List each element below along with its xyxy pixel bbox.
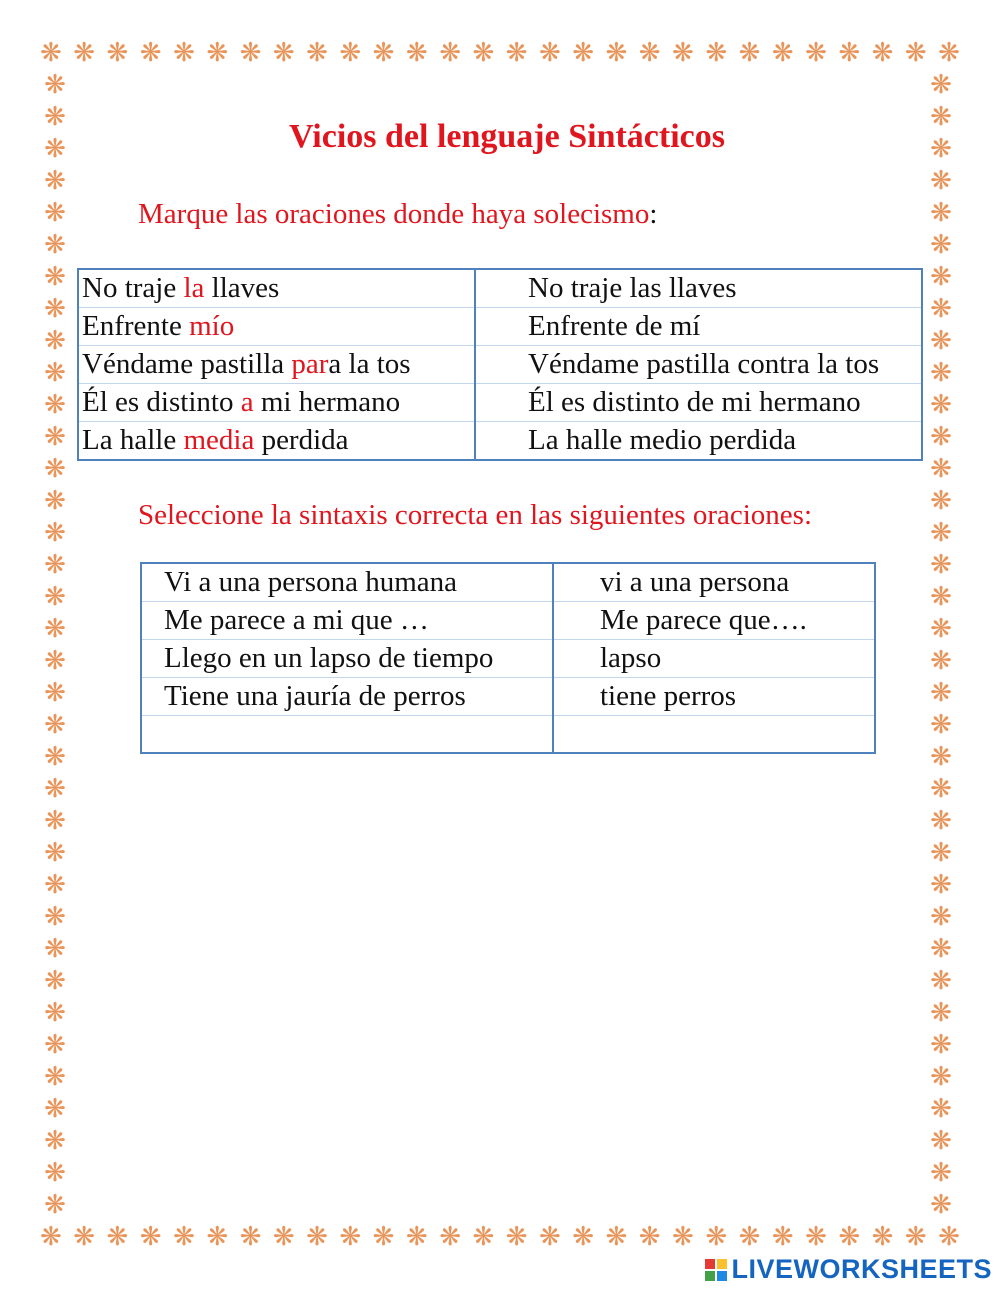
option-correct[interactable] <box>475 269 922 308</box>
flower-icon: ❋ <box>439 1222 461 1252</box>
instruction-1 <box>138 198 657 231</box>
flower-icon: ❋ <box>44 166 66 196</box>
flower-icon: ❋ <box>638 1222 661 1252</box>
flower-icon: ❋ <box>44 486 66 516</box>
flower-icon: ❋ <box>439 38 461 68</box>
flower-icon: ❋ <box>272 1222 295 1252</box>
flower-icon: ❋ <box>44 678 66 708</box>
option-text: Me parece a mi que … <box>164 604 429 636</box>
solecism-highlight: la <box>183 272 205 304</box>
option-incorrect[interactable] <box>78 422 475 461</box>
border-left <box>40 70 70 1220</box>
flower-icon: ❋ <box>930 966 952 996</box>
instruction-2: Seleccione la sintaxis correcta en las siguientes oraciones: <box>138 499 812 531</box>
flower-icon: ❋ <box>44 646 66 676</box>
flower-icon: ❋ <box>44 1190 66 1220</box>
border-bottom <box>40 1222 960 1252</box>
flower-icon: ❋ <box>930 454 952 484</box>
option-left[interactable] <box>141 678 553 716</box>
flower-icon: ❋ <box>44 550 66 580</box>
flower-icon: ❋ <box>930 1094 952 1124</box>
flower-icon: ❋ <box>705 38 728 68</box>
option-correct[interactable] <box>475 422 922 461</box>
flower-icon: ❋ <box>930 550 952 580</box>
flower-icon: ❋ <box>771 38 794 68</box>
flower-icon: ❋ <box>930 710 952 740</box>
flower-icon: ❋ <box>904 1222 927 1252</box>
instruction-1-text: Marque las oraciones donde haya solecismo <box>138 198 650 230</box>
flower-icon: ❋ <box>405 38 428 68</box>
option-correct[interactable] <box>475 346 922 384</box>
flower-icon: ❋ <box>930 646 952 676</box>
flower-icon: ❋ <box>805 1222 827 1252</box>
flower-icon: ❋ <box>44 742 66 772</box>
flower-icon: ❋ <box>44 1158 66 1188</box>
flower-icon: ❋ <box>930 614 952 644</box>
flower-icon: ❋ <box>838 38 861 68</box>
flower-icon: ❋ <box>930 358 952 388</box>
flower-icon: ❋ <box>44 102 66 132</box>
flower-icon: ❋ <box>106 1222 129 1252</box>
option-text: La halle medio perdida <box>528 424 797 456</box>
option-text: Llego en un lapso de tiempo <box>164 642 494 674</box>
flower-icon: ❋ <box>930 326 952 356</box>
solecism-highlight: par <box>291 348 329 380</box>
flower-icon: ❋ <box>206 1222 229 1252</box>
flower-icon: ❋ <box>930 486 952 516</box>
option-text: tiene perros <box>600 680 737 712</box>
flower-icon: ❋ <box>930 134 952 164</box>
flower-icon: ❋ <box>572 38 595 68</box>
flower-icon: ❋ <box>930 1126 952 1156</box>
flower-icon: ❋ <box>306 38 328 68</box>
flower-icon: ❋ <box>930 806 952 836</box>
flower-icon: ❋ <box>44 966 66 996</box>
option-text: Véndame pastilla contra la tos <box>528 348 880 380</box>
solecism-table <box>77 268 923 461</box>
table-row[interactable] <box>141 563 875 602</box>
flower-icon: ❋ <box>572 1222 595 1252</box>
flower-icon: ❋ <box>44 774 66 804</box>
flower-icon: ❋ <box>930 1030 952 1060</box>
table-row[interactable] <box>78 269 922 308</box>
flower-icon: ❋ <box>938 1222 960 1252</box>
logo-blocks-icon <box>705 1259 727 1281</box>
flower-icon: ❋ <box>139 1222 162 1252</box>
flower-icon: ❋ <box>930 294 952 324</box>
flower-icon: ❋ <box>930 422 952 452</box>
flower-icon: ❋ <box>738 38 761 68</box>
option-text: llaves <box>204 272 280 304</box>
table-row[interactable] <box>141 640 875 678</box>
empty-cell <box>553 716 875 754</box>
flower-icon: ❋ <box>40 1222 62 1252</box>
flower-icon: ❋ <box>930 262 952 292</box>
flower-icon: ❋ <box>44 1030 66 1060</box>
flower-icon: ❋ <box>206 38 229 68</box>
flower-icon: ❋ <box>44 422 66 452</box>
flower-icon: ❋ <box>44 582 66 612</box>
flower-icon: ❋ <box>44 390 66 420</box>
flower-icon: ❋ <box>538 1222 561 1252</box>
flower-icon: ❋ <box>339 1222 362 1252</box>
flower-icon: ❋ <box>930 518 952 548</box>
flower-icon: ❋ <box>44 454 66 484</box>
empty-cell <box>141 716 553 754</box>
flower-icon: ❋ <box>44 230 66 260</box>
flower-icon: ❋ <box>930 742 952 772</box>
option-left[interactable] <box>141 640 553 678</box>
option-incorrect[interactable] <box>78 269 475 308</box>
flower-icon: ❋ <box>930 102 952 132</box>
option-text: No traje las llaves <box>528 272 737 304</box>
solecism-highlight: mío <box>189 310 235 342</box>
flower-icon: ❋ <box>705 1222 728 1252</box>
flower-icon: ❋ <box>930 774 952 804</box>
flower-icon: ❋ <box>505 38 528 68</box>
flower-icon: ❋ <box>405 1222 428 1252</box>
flower-icon: ❋ <box>938 38 960 68</box>
flower-icon: ❋ <box>44 998 66 1028</box>
flower-icon: ❋ <box>930 838 952 868</box>
flower-icon: ❋ <box>44 870 66 900</box>
table-row[interactable] <box>78 346 922 384</box>
flower-icon: ❋ <box>871 1222 894 1252</box>
flower-icon: ❋ <box>930 70 952 100</box>
flower-icon: ❋ <box>306 1222 328 1252</box>
flower-icon: ❋ <box>44 934 66 964</box>
table-row[interactable] <box>141 602 875 640</box>
flower-icon: ❋ <box>904 38 927 68</box>
border-top <box>40 38 960 68</box>
flower-icon: ❋ <box>771 1222 794 1252</box>
flower-icon: ❋ <box>40 38 62 68</box>
option-text: mi hermano <box>253 386 401 418</box>
flower-icon: ❋ <box>272 38 295 68</box>
option-left[interactable] <box>141 563 553 602</box>
option-incorrect[interactable] <box>78 308 475 346</box>
table-row[interactable] <box>141 678 875 716</box>
flower-icon: ❋ <box>838 1222 861 1252</box>
solecism-highlight: media <box>183 424 255 456</box>
syntax-table <box>140 562 876 754</box>
logo-block-icon <box>717 1259 727 1269</box>
flower-icon: ❋ <box>44 806 66 836</box>
flower-icon: ❋ <box>44 358 66 388</box>
flower-icon: ❋ <box>672 38 694 68</box>
option-right[interactable] <box>553 602 875 640</box>
option-incorrect[interactable] <box>78 346 475 384</box>
flower-icon: ❋ <box>173 1222 195 1252</box>
option-text: lapso <box>600 642 662 674</box>
liveworksheets-logo[interactable] <box>705 1254 992 1285</box>
flower-icon: ❋ <box>930 934 952 964</box>
flower-icon: ❋ <box>605 1222 628 1252</box>
flower-icon: ❋ <box>372 1222 395 1252</box>
option-text: Enfrente <box>82 310 190 342</box>
flower-icon: ❋ <box>372 38 395 68</box>
flower-icon: ❋ <box>805 38 827 68</box>
flower-icon: ❋ <box>44 1126 66 1156</box>
flower-icon: ❋ <box>139 38 162 68</box>
table-row[interactable] <box>78 422 922 461</box>
flower-icon: ❋ <box>538 38 561 68</box>
option-text: vi a una persona <box>600 566 790 598</box>
flower-icon: ❋ <box>44 326 66 356</box>
flower-icon: ❋ <box>44 262 66 292</box>
option-correct[interactable] <box>475 308 922 346</box>
option-text: No traje <box>82 272 184 304</box>
flower-icon: ❋ <box>930 230 952 260</box>
flower-icon: ❋ <box>930 198 952 228</box>
flower-icon: ❋ <box>44 1094 66 1124</box>
flower-icon: ❋ <box>930 998 952 1028</box>
option-text: Enfrente de mí <box>528 310 701 342</box>
flower-icon: ❋ <box>73 1222 96 1252</box>
option-right[interactable] <box>553 563 875 602</box>
table-spacer-row <box>141 716 875 754</box>
option-text: Él es distinto <box>82 386 241 418</box>
flower-icon: ❋ <box>44 198 66 228</box>
flower-icon: ❋ <box>672 1222 694 1252</box>
flower-icon: ❋ <box>930 390 952 420</box>
logo-block-icon <box>705 1271 715 1281</box>
logo-text: LIVEWORKSHEETS <box>731 1254 992 1284</box>
flower-icon: ❋ <box>930 902 952 932</box>
option-text: Véndame pastilla <box>82 348 292 380</box>
flower-icon: ❋ <box>44 134 66 164</box>
option-incorrect[interactable] <box>78 384 475 422</box>
table-row[interactable] <box>78 308 922 346</box>
instruction-1-colon: : <box>649 198 658 230</box>
flower-icon: ❋ <box>239 1222 262 1252</box>
flower-icon: ❋ <box>638 38 661 68</box>
solecism-highlight: a <box>240 386 254 418</box>
flower-icon: ❋ <box>605 38 628 68</box>
flower-icon: ❋ <box>106 38 129 68</box>
border-right <box>926 70 956 1220</box>
option-left[interactable] <box>141 602 553 640</box>
logo-block-icon <box>717 1271 727 1281</box>
flower-icon: ❋ <box>738 1222 761 1252</box>
flower-icon: ❋ <box>44 838 66 868</box>
option-right[interactable] <box>553 678 875 716</box>
option-text: La halle <box>82 424 184 456</box>
flower-icon: ❋ <box>173 38 195 68</box>
table-row[interactable] <box>78 384 922 422</box>
logo-block-icon <box>705 1259 715 1269</box>
flower-icon: ❋ <box>44 710 66 740</box>
flower-icon: ❋ <box>44 614 66 644</box>
flower-icon: ❋ <box>44 518 66 548</box>
flower-icon: ❋ <box>871 38 894 68</box>
option-text: Vi a una persona humana <box>164 566 457 598</box>
flower-icon: ❋ <box>930 582 952 612</box>
flower-icon: ❋ <box>339 38 362 68</box>
flower-icon: ❋ <box>930 870 952 900</box>
flower-icon: ❋ <box>239 38 262 68</box>
option-text: Él es distinto de mi hermano <box>528 386 861 418</box>
flower-icon: ❋ <box>44 294 66 324</box>
option-text: Me parece que…. <box>600 604 807 636</box>
flower-icon: ❋ <box>930 166 952 196</box>
flower-icon: ❋ <box>930 1062 952 1092</box>
flower-icon: ❋ <box>930 678 952 708</box>
option-text: perdida <box>254 424 349 456</box>
flower-icon: ❋ <box>44 70 66 100</box>
flower-icon: ❋ <box>44 902 66 932</box>
option-right[interactable] <box>553 640 875 678</box>
flower-icon: ❋ <box>73 38 96 68</box>
page-title: Vicios del lenguaje Sintácticos <box>289 118 725 155</box>
flower-icon: ❋ <box>930 1190 952 1220</box>
flower-icon: ❋ <box>505 1222 528 1252</box>
option-text: a la tos <box>328 348 411 380</box>
flower-icon: ❋ <box>472 1222 495 1252</box>
flower-icon: ❋ <box>930 1158 952 1188</box>
flower-icon: ❋ <box>472 38 495 68</box>
option-correct[interactable] <box>475 384 922 422</box>
option-text: Tiene una jauría de perros <box>164 680 466 712</box>
flower-icon: ❋ <box>44 1062 66 1092</box>
